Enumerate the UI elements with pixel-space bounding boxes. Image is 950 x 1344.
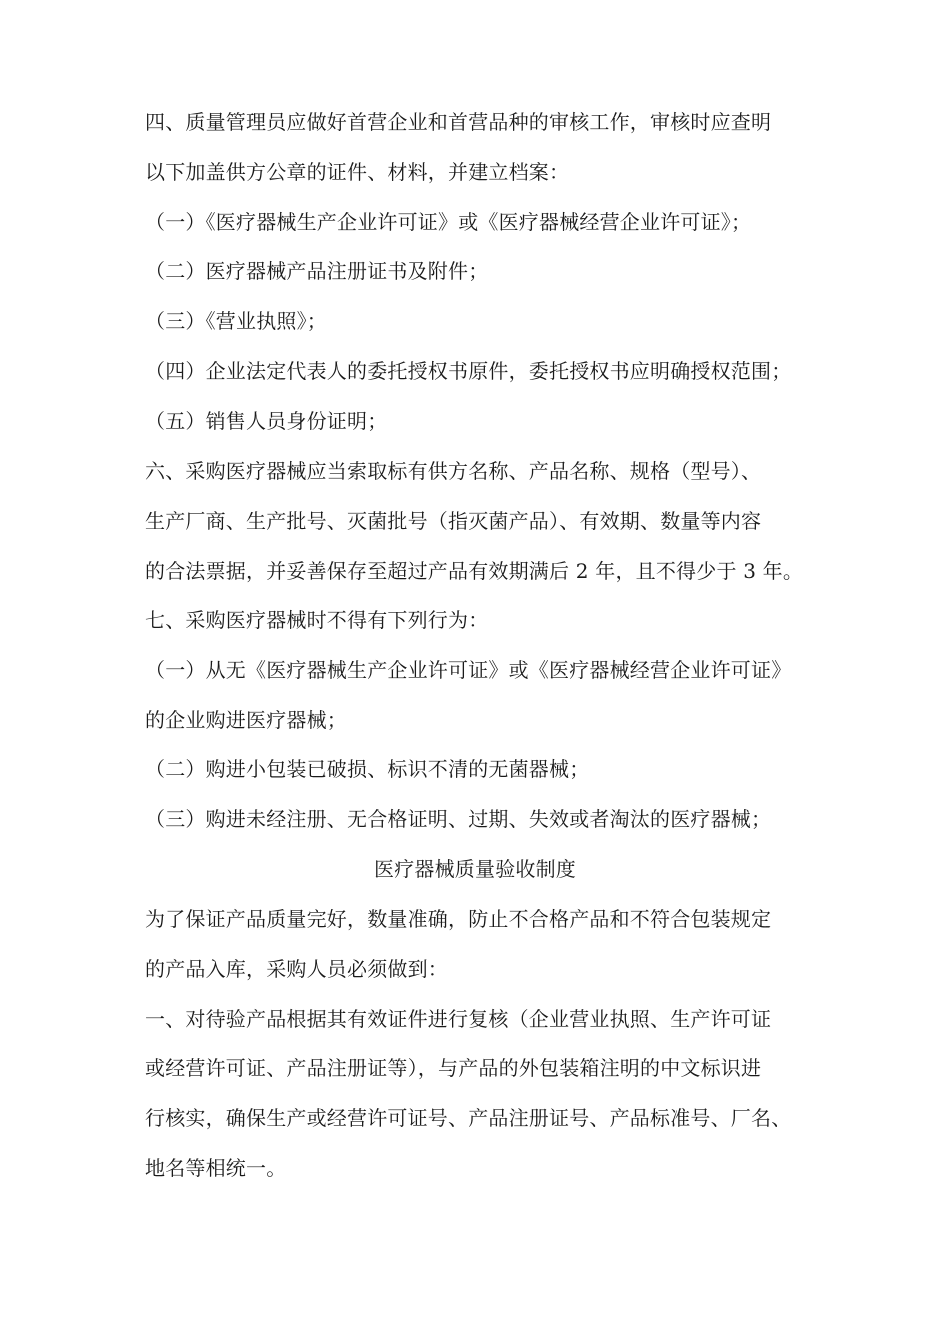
list-item: （二）购进小包装已破损、标识不清的无菌器械； [145, 757, 590, 781]
paragraph-line: 四、质量管理员应做好首营企业和首营品种的审核工作，审核时应查明 [145, 110, 772, 134]
paragraph-line: 六、采购医疗器械应当索取标有供方名称、产品名称、规格（型号）、 [145, 459, 762, 483]
list-item: （三）《营业执照》； [145, 309, 327, 333]
paragraph-line: 或经营许可证、产品注册证等），与产品的外包装箱注明的中文标识进 [145, 1056, 762, 1080]
list-item: （二）医疗器械产品注册证书及附件； [145, 259, 489, 283]
section-title: 医疗器械质量验收制度 [374, 857, 576, 881]
list-item: （三）购进未经注册、无合格证明、过期、失效或者淘汰的医疗器械； [145, 807, 772, 831]
paragraph-line: 为了保证产品质量完好，数量准确，防止不合格产品和不符合包装规定 [145, 907, 772, 931]
paragraph-line: 行核实，确保生产或经营许可证号、产品注册证号、产品标准号、厂名、 [145, 1106, 792, 1130]
paragraph-line: 生产厂商、生产批号、灭菌批号（指灭菌产品）、有效期、数量等内容 [145, 509, 762, 533]
paragraph-line: 的产品入库，采购人员必须做到： [145, 957, 448, 981]
paragraph-line: 的合法票据，并妥善保存至超过产品有效期满后 2 年，且不得少于 3 年。 [145, 559, 804, 583]
list-item: （一）从无《医疗器械生产企业许可证》或《医疗器械经营企业许可证》 [145, 658, 792, 682]
paragraph-line: 以下加盖供方公章的证件、材料，并建立档案： [145, 160, 570, 184]
list-item: （五）销售人员身份证明； [145, 409, 388, 433]
list-item: （四）企业法定代表人的委托授权书原件，委托授权书应明确授权范围； [145, 359, 792, 383]
paragraph-line: 七、采购医疗器械时不得有下列行为： [145, 608, 489, 632]
list-item: 的企业购进医疗器械； [145, 708, 347, 732]
list-item: （一）《医疗器械生产企业许可证》或《医疗器械经营企业许可证》； [145, 210, 752, 234]
paragraph-line: 地名等相统一。 [145, 1156, 287, 1180]
paragraph-line: 一、对待验产品根据其有效证件进行复核（企业营业执照、生产许可证 [145, 1007, 772, 1031]
